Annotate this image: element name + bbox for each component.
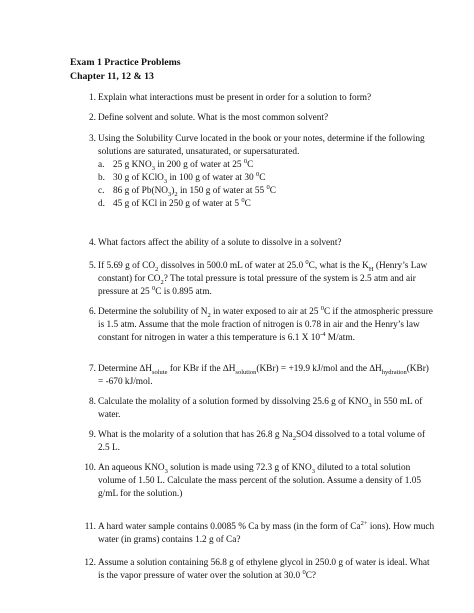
question-number: 8.: [89, 397, 96, 407]
sub-label: a.: [98, 160, 105, 170]
sub-question-a: a. 25 g $KNO_3$ in 200 g of water at 25 $^0$C: [98, 157, 254, 172]
question-number: 9.: [89, 430, 96, 440]
chapter-label: Chapter 11, 12 & 13: [70, 70, 154, 82]
question-number: 3.: [89, 134, 96, 144]
document-title: Exam 1 Practice Problems: [70, 57, 181, 68]
sub-question-list: [98, 159, 436, 211]
question-text: If 5.69 g of $CO_2$ dissolves in 500.0 mL of water at 25.0 $^0$C, what is the $K_H$ (Henry’s Law constant) for $CO_2$? The total pressure is total pressure of the system is 2.5 atm and air pressure at 25 $^0$C is 0.895 atm.: [98, 258, 428, 297]
sub-label: c.: [98, 186, 105, 196]
question-number: 4.: [89, 238, 96, 248]
sub-question-b: b. 30 g of KClO$_3$ in 100 g of water at 30 $^0$C: [98, 170, 266, 185]
sub-label: d.: [98, 199, 105, 209]
question-body: [98, 133, 436, 211]
question-text: A hard water sample contains 0.0085 % Ca by mass (in the form of $Ca^{2+}$ ions). How much water (in grams) contains 1.2 g of Ca?: [98, 519, 435, 545]
question-number: 5.: [89, 261, 96, 271]
sub-question-d: d. 45 g of KCl in 250 g of water at 5 $^0$C: [98, 196, 251, 209]
question-text: Determine the solubility of $N_2$ in water exposed to air at 25 $^0$C if the atmospheric pressure is 1.5 atm. Assume that the mole fraction of nitrogen is 0.78 in air and the Henry’s law constant for nitrogen in water a this temperature is 6.1 X $10^{-4}$ M/atm.: [98, 304, 433, 343]
question-text: What factors affect the ability of a solute to dissolve in a solvent?: [98, 238, 342, 248]
question-number: 12.: [84, 558, 96, 568]
question-text: Determine $\Delta H_{solute}$ for KBr if the $\Delta H_{solution}(KBr) = +19.9$ kJ/mol and the $\Delta H_{hydration}(KBr) = -670$ kJ/mol.: [98, 364, 429, 387]
question-text: Define solvent and solute. What is the most common solvent?: [98, 113, 329, 123]
sub-question-c: c. 86 g of $Pb(NO_3)_2$ in 150 g of water at 55 $^0$C: [98, 183, 276, 198]
question-text: Using the Solubility Curve located in the book or your notes, determine if the following solutions are saturated, unsaturated, or supersaturated.: [98, 134, 425, 157]
document-heading: [70, 56, 181, 83]
question-text: Explain what interactions must be present in order for a solution to form?: [98, 93, 372, 103]
question-text: Calculate the molality of a solution formed by dissolving 25.6 g of $KNO_3$ in 550 mL of water.: [98, 397, 423, 420]
question-text: An aqueous $KNO_3$ solution is made using 72.3 g of $KNO_3$ diluted to a total solution volume of 1.50 L. Calculate the mass percent of the solution. Assume a density of 1.05 g/mL for the solution.): [98, 463, 422, 499]
question-number: 1.: [89, 93, 96, 103]
question-text: What is the molarity of a solution that has 26.8 g $Na_2SO4$ dissolved to a total volume of 2.5 L.: [98, 430, 426, 453]
question-number: 2.: [89, 113, 96, 123]
question-number: 6.: [89, 307, 96, 317]
question-number: 7.: [89, 364, 96, 374]
sub-label: b.: [98, 173, 105, 183]
question-number: 11.: [84, 522, 96, 532]
question-number: 10.: [84, 463, 96, 473]
question-text: Assume a solution containing 56.8 g of ethylene glycol in 250.0 g of water is ideal. What is the vapor pressure of water over the solution at 30.0 $^0$C?: [98, 558, 430, 581]
